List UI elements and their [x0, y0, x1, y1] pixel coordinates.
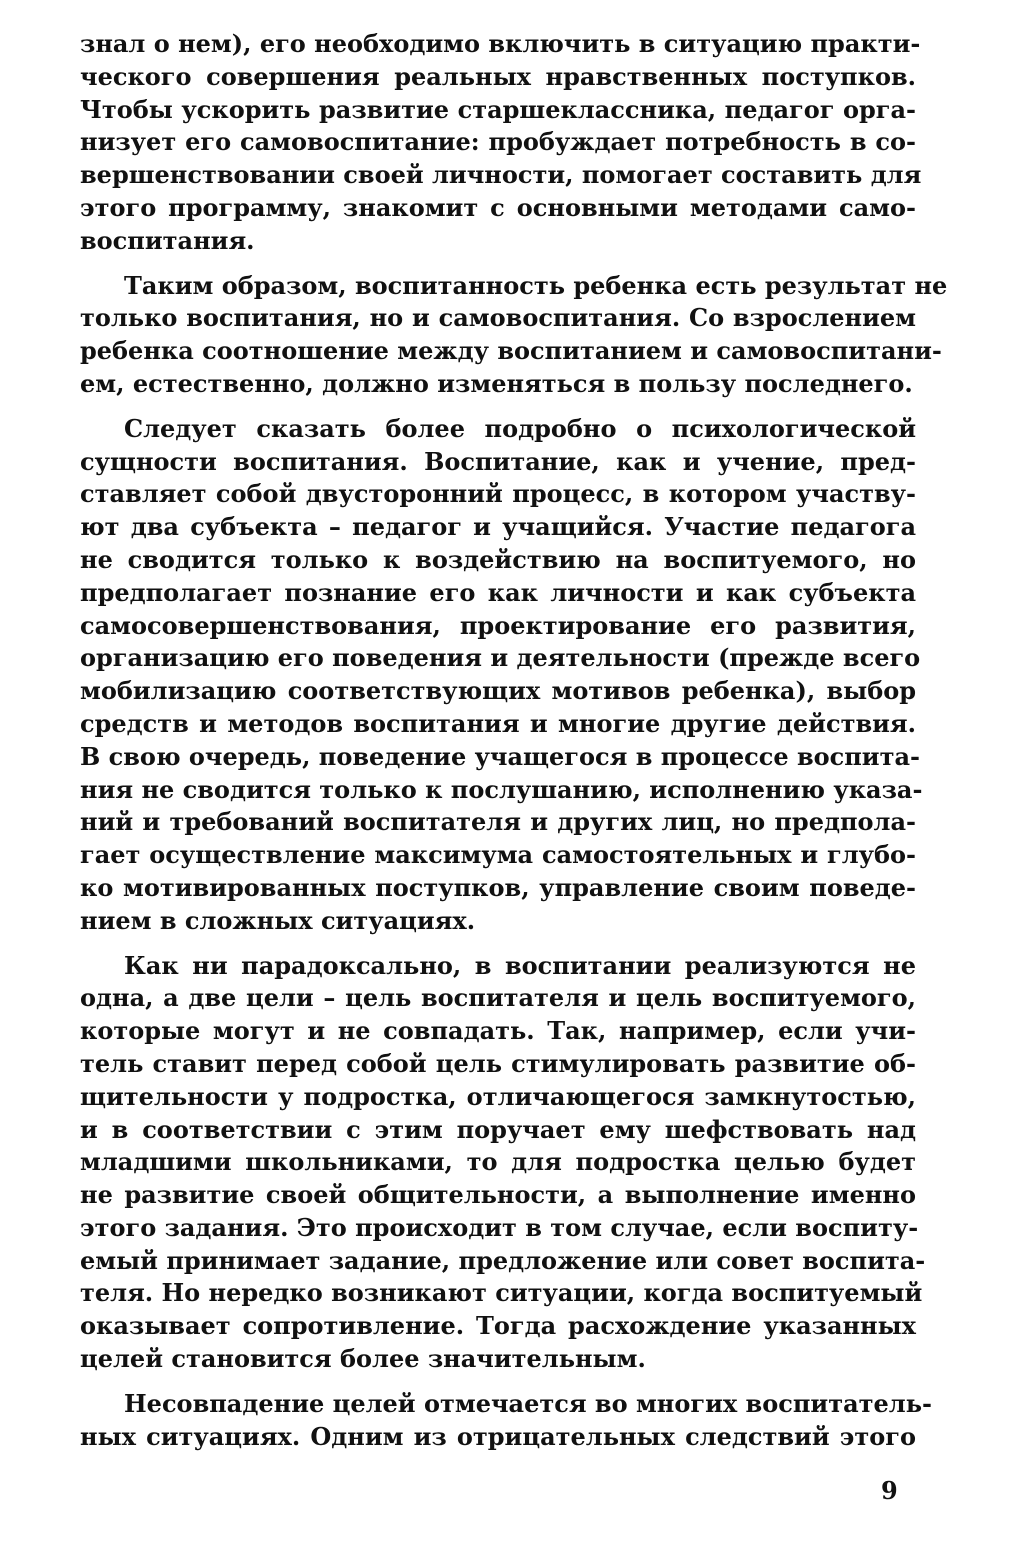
text-line: этого программу, знакомит с основными методами само- [80, 192, 916, 222]
paragraph [80, 28, 922, 258]
text-line: самосовершенствования, проектирование его развития, [80, 610, 916, 640]
text-line: младшими школьниками, то для подростка целью будет [80, 1147, 916, 1177]
text-line: только воспитания, но и самовоспитания. Со взрослением [80, 303, 916, 333]
text-line: средств и методов воспитания и многие другие действия. [80, 708, 916, 738]
text-line: ческого совершения реальных нравственных поступков. [80, 61, 916, 91]
page-body [80, 28, 948, 1453]
text-line: целей становится более значительным. [80, 1344, 646, 1374]
text-line: предполагает познание его как личности и как субъекта [80, 577, 916, 607]
paragraph [80, 1388, 932, 1454]
text-line: ребенка соотношение между воспитанием и самовоспитани- [80, 336, 942, 366]
text-line: теля. Но нередко возникают ситуации, когда воспитуемый [80, 1278, 923, 1308]
text-line: Несовпадение целей отмечается во многих воспитатель- [124, 1388, 932, 1418]
paragraph-gap [80, 1376, 916, 1388]
text-line: гает осуществление максимума самостоятельных и глубо- [80, 840, 916, 870]
text-line: воспитания. [80, 225, 255, 255]
text-line: емый принимает задание, предложение или совет воспита- [80, 1245, 926, 1275]
text-line: ний и требований воспитателя и других лиц, но предпола- [80, 807, 916, 837]
page-number: 9 [881, 1476, 898, 1505]
text-line: мобилизацию соответствующих мотивов ребенка), выбор [80, 676, 916, 706]
text-line: щительности у подростка, отличающегося замкнутостью, [80, 1081, 916, 1111]
text-line: и в соответствии с этим поручает ему шефствовать над [80, 1114, 916, 1144]
text-line: одна, а две цели – цель воспитателя и цель воспитуемого, [80, 983, 916, 1013]
text-line: ко мотивированных поступков, управление своим поведе- [80, 872, 916, 902]
text-line: ния не сводится только к послушанию, исполнению указа- [80, 774, 923, 804]
text-line: Таким образом, воспитанность ребенка есть результат не [124, 270, 948, 300]
text-line: знал о нем), его необходимо включить в ситуацию практи- [80, 29, 921, 58]
text-line: Следует сказать более подробно о психологической [124, 413, 916, 443]
text-line: ют два субъекта – педагог и учащийся. Участие педагога [80, 512, 916, 542]
text-line: тель ставит перед собой цель стимулировать развитие об- [80, 1048, 916, 1078]
text-line: Чтобы ускорить развитие старшеклассника, педагог орга- [80, 94, 916, 124]
text-line: организацию его поведения и деятельности (прежде всего [80, 643, 921, 673]
text-line: не сводится только к воздействию на воспитуемого, но [80, 544, 916, 574]
text-line: нием в сложных ситуациях. [80, 905, 476, 935]
paragraph-gap [80, 258, 916, 270]
paragraph-gap [80, 401, 916, 413]
paragraph [80, 950, 926, 1376]
paragraph [80, 270, 948, 401]
text-line: В свою очередь, поведение учащегося в процессе воспита- [80, 741, 920, 771]
text-line: сущности воспитания. Воспитание, как и учение, пред- [80, 446, 916, 476]
text-line: Как ни парадоксально, в воспитании реализуются не [124, 950, 916, 980]
text-line: которые могут и не совпадать. Так, например, если учи- [80, 1016, 916, 1046]
text-line: не развитие своей общительности, а выполнение именно [80, 1180, 916, 1210]
text-line: ставляет собой двусторонний процесс, в котором участву- [80, 479, 916, 509]
text-line: ных ситуациях. Одним из отрицательных следствий этого [80, 1421, 916, 1451]
text-line: низует его самовоспитание: пробуждает потребность в со- [80, 127, 916, 157]
text-line: ем, естественно, должно изменяться в пользу последнего. [80, 368, 913, 398]
paragraph [80, 413, 923, 938]
paragraph-gap [80, 938, 916, 950]
text-line: оказывает сопротивление. Тогда расхождение указанных [80, 1311, 916, 1341]
text-line: вершенствовании своей личности, помогает составить для [80, 160, 922, 190]
text-line: этого задания. Это происходит в том случае, если воспиту- [80, 1212, 919, 1242]
